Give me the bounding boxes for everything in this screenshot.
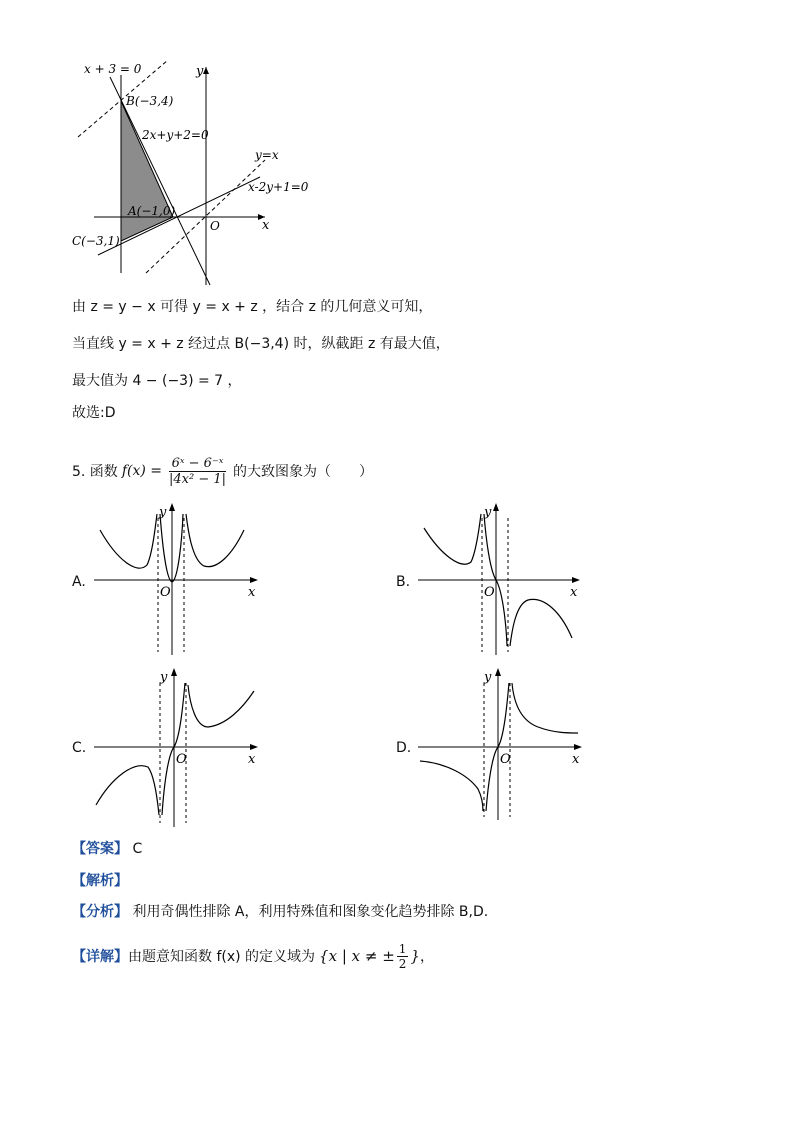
option-B-axis-y: y <box>484 505 492 520</box>
q5-suffix: 的大致图象为（ ） <box>233 464 374 480</box>
option-D-graph <box>416 665 588 825</box>
xiangjie-tag: 【详解】 <box>72 949 128 965</box>
option-D-axis-x: x <box>572 752 580 767</box>
option-A-label: A. <box>72 574 86 590</box>
label-line-x3: x + 3 = 0 <box>84 62 142 76</box>
option-A-origin: O <box>160 585 171 600</box>
option-A-axis-y: y <box>159 505 167 520</box>
q5-prefix: 5. 函数 <box>72 464 118 480</box>
q5-numerator: 6ˣ − 6⁻ˣ <box>169 456 227 472</box>
label-line-2xy2: 2x+y+2=0 <box>142 128 209 142</box>
xiangjie-frac-den: 2 <box>398 956 407 971</box>
option-D-label: D. <box>396 740 412 756</box>
option-B-label: B. <box>396 574 411 590</box>
q5-fraction <box>166 456 229 487</box>
label-line-x2y1: x-2y+1=0 <box>248 180 309 194</box>
label-point-A: A(−1,0) <box>128 204 176 218</box>
xiangjie-text: 由题意知函数 f(x) 的定义域为 <box>128 949 316 965</box>
label-axis-y: y <box>196 64 204 79</box>
option-A-graph <box>92 500 264 660</box>
answer-tag: 【答案】 <box>72 841 128 857</box>
analysis-line <box>72 870 128 890</box>
xiangjie-frac-num: 1 <box>398 941 407 956</box>
option-C-graph <box>92 665 264 830</box>
option-D-origin: O <box>500 752 511 767</box>
fenxi-tag: 【分析】 <box>72 904 128 920</box>
option-C-axis-y: y <box>160 670 168 685</box>
analysis-tag: 【解析】 <box>72 873 128 889</box>
label-point-B: B(−3,4) <box>126 94 174 108</box>
solution-line-2: 当直线 y = x + z 经过点 B(−3,4) 时，纵截距 z 有最大值， <box>72 336 450 352</box>
option-C-axis-x: x <box>248 752 256 767</box>
q5-func: f(x) = <box>121 463 162 479</box>
feasible-region-graph <box>60 55 320 295</box>
xiangjie-line <box>72 936 434 976</box>
solution-line-4: 故选:D <box>72 405 116 421</box>
option-B-origin: O <box>484 585 495 600</box>
option-B-axis-x: x <box>570 585 578 600</box>
question-5 <box>72 448 373 494</box>
option-C-label: C. <box>72 740 87 756</box>
option-B-graph <box>416 500 588 660</box>
option-C-origin: O <box>176 752 187 767</box>
fenxi-text: 利用奇偶性排除 A，利用特殊值和图象变化趋势排除 B,D. <box>132 904 489 920</box>
q5-denominator: |4x² − 1| <box>169 471 227 487</box>
answer-value: C <box>132 841 143 857</box>
label-line-yx: y=x <box>255 148 279 162</box>
xiangjie-set: {x | x ≠ ± <box>319 947 395 965</box>
fenxi-line <box>72 901 488 921</box>
solution-line-3: 最大值为 4 − (−3) = 7 ， <box>72 373 242 389</box>
label-origin: O <box>210 219 220 233</box>
xiangjie-set-end: } <box>410 947 420 965</box>
option-A-axis-x: x <box>248 585 256 600</box>
option-D-axis-y: y <box>484 670 492 685</box>
answer-line <box>72 838 142 858</box>
label-axis-x: x <box>262 218 270 233</box>
xiangjie-tail: ， <box>419 949 434 965</box>
solution-line-1: 由 z = y − x 可得 y = x + z ，结合 z 的几何意义可知， <box>72 299 433 315</box>
xiangjie-fraction <box>397 942 409 971</box>
label-point-C: C(−3,1) <box>72 234 120 248</box>
